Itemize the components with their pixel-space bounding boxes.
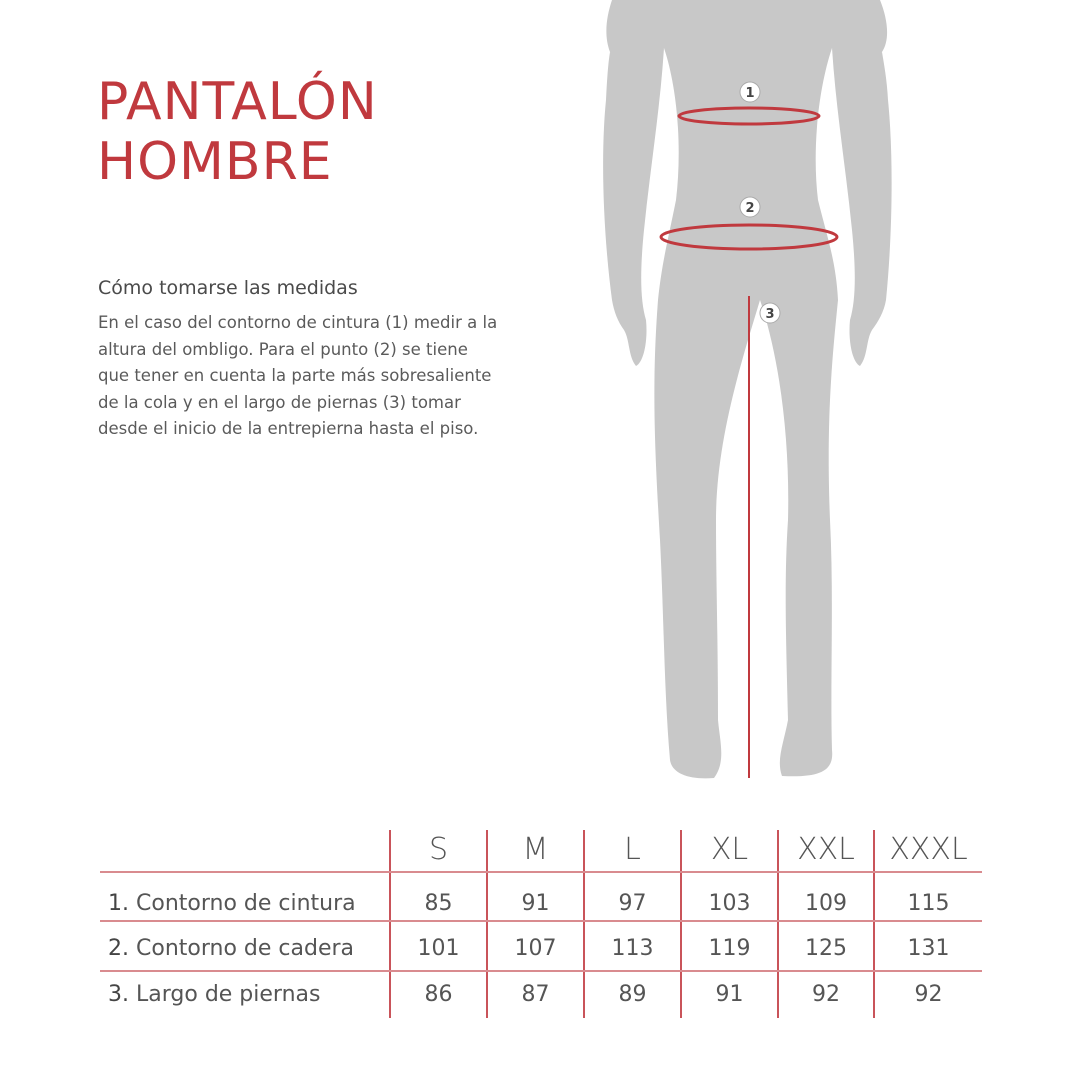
size-header-xl: XL <box>710 832 749 867</box>
size-table <box>100 828 982 1020</box>
table-cell: 97 <box>618 891 647 916</box>
title-line-2: HOMBRE <box>97 132 333 192</box>
title-line-1: PANTALÓN <box>97 72 378 132</box>
row-label-waist <box>108 881 356 927</box>
table-cell: 92 <box>812 982 840 1007</box>
size-header-s: S <box>428 832 449 867</box>
body-silhouette <box>603 0 892 778</box>
table-cell: 91 <box>715 982 744 1007</box>
table-cell: 89 <box>618 982 647 1007</box>
instructions-body: En el caso del contorno de cintura (1) medir a la altura del ombligo. Para el punto (2) se tiene que tener en cuenta la parte más sobresaliente de la cola y en el largo de piernas (3) tomar desde el inicio de la entrepierna hasta el piso. <box>98 313 498 438</box>
table-cell: 101 <box>417 936 460 961</box>
table-cell: 109 <box>805 891 847 916</box>
row-label-hip <box>108 926 354 972</box>
instructions-heading: Cómo tomarse las medidas <box>98 277 358 299</box>
table-cell: 119 <box>708 936 751 961</box>
row-label-text: Contorno de cintura <box>136 891 356 916</box>
row-number: 3. <box>108 982 129 1007</box>
table-cell: 103 <box>708 891 751 916</box>
row-label-text: Contorno de cadera <box>136 936 355 961</box>
table-cell: 92 <box>914 982 943 1007</box>
size-header-xxxl: XXXL <box>889 832 968 867</box>
size-header-xxl: XXL <box>797 832 855 867</box>
table-cell: 125 <box>805 936 847 961</box>
table-cell: 107 <box>514 936 557 961</box>
measurement-instructions <box>98 276 498 443</box>
measure-inseam <box>749 296 780 778</box>
body-figure <box>560 0 960 800</box>
table-cell: 85 <box>424 891 453 916</box>
marker-1-label: 1 <box>745 86 755 101</box>
row-number: 1. <box>108 891 129 916</box>
row-label-text: Largo de piernas <box>136 982 321 1007</box>
table-cell: 87 <box>521 982 550 1007</box>
row-label-inseam <box>108 972 320 1018</box>
page-title <box>97 72 378 192</box>
marker-2-label: 2 <box>745 201 755 216</box>
marker-3-label: 3 <box>765 307 775 322</box>
table-cell: 86 <box>424 982 453 1007</box>
table-cell: 115 <box>907 891 950 916</box>
table-cell: 113 <box>611 936 654 961</box>
size-header-m: M <box>522 832 549 867</box>
size-header-l: L <box>624 832 641 867</box>
row-number: 2. <box>108 936 129 961</box>
table-cell: 91 <box>521 891 550 916</box>
table-cell: 131 <box>907 936 950 961</box>
